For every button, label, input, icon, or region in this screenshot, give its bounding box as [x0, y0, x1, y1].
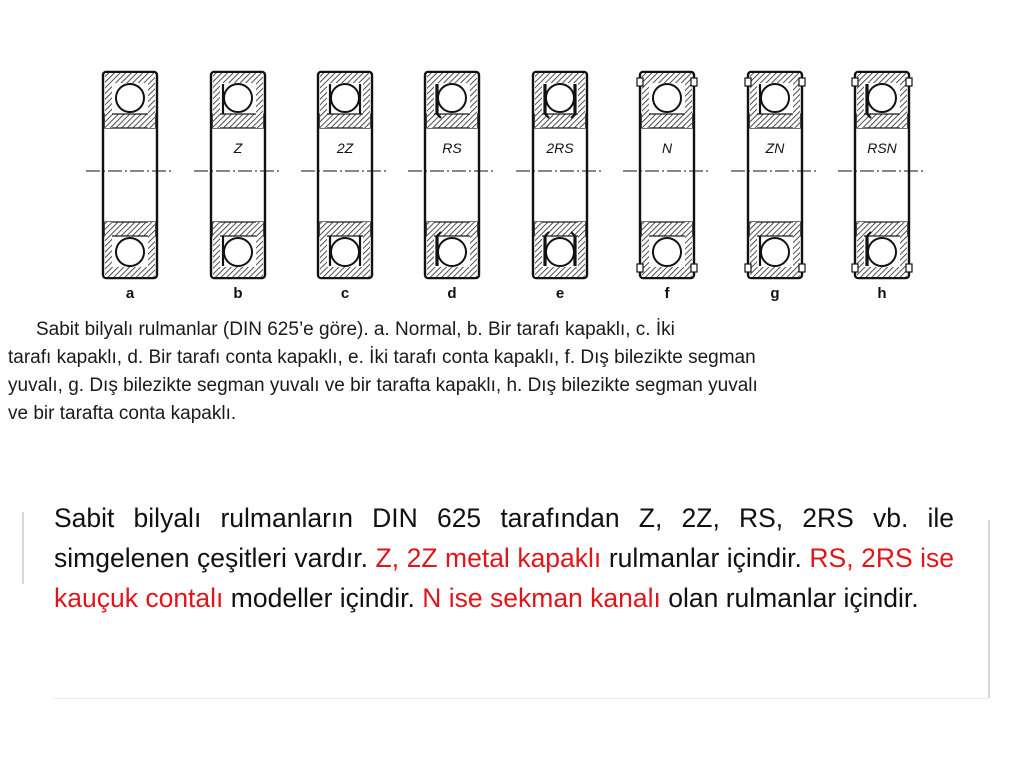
- bearing-label-a: a: [125, 285, 135, 302]
- bearing-code-g: ZN: [765, 140, 785, 156]
- bearings-diagram: [0, 0, 1024, 310]
- caption-line-3: yuvalı, g. Dış bilezikte segman yuvalı ve bir tarafta kapaklı, h. Dış bilezikte segman yuvalı: [8, 375, 758, 396]
- bearing-a: [86, 72, 174, 302]
- info-text-part7: olan rulmanlar içindir.: [668, 583, 919, 613]
- frame-right-line: [988, 520, 990, 698]
- caption-line-4: ve bir tarafta conta kapaklı.: [8, 403, 237, 424]
- info-text-part2: Z, 2Z metal kapaklı: [375, 543, 602, 573]
- bearing-label-g: g: [770, 285, 780, 302]
- bearing-f: [623, 72, 711, 302]
- info-text-part3: rulmanlar içindir.: [608, 543, 802, 573]
- caption-line-2: tarafı kapaklı, d. Bir tarafı conta kapaklı, e. İki tarafı conta kapaklı, f. Dış bilezikte segman: [8, 347, 756, 368]
- bearing-g: [731, 72, 819, 302]
- frame-left-line: [22, 512, 24, 584]
- info-text-part6: N ise sekman kanalı: [422, 583, 661, 613]
- bearing-e: [516, 72, 604, 302]
- bearing-label-f: f: [664, 285, 670, 302]
- bearing-code-h: RSN: [867, 140, 897, 156]
- bearing-b: [194, 72, 282, 302]
- info-text-part1: Sabit bilyalı rulmanların DIN 625 tarafından Z, 2Z, RS, 2RS vb. ile simgelenen çeşitleri vardır.: [54, 503, 954, 573]
- bearing-label-h: h: [877, 285, 887, 302]
- bearing-d: [408, 72, 496, 302]
- bearing-h: [838, 72, 926, 302]
- frame-bottom-line: [54, 698, 989, 699]
- bearing-code-e: 2RS: [546, 140, 574, 156]
- caption-line-1: Sabit bilyalı rulmanlar (DIN 625’e göre). a. Normal, b. Bir tarafı kapaklı, c. İki: [36, 319, 675, 340]
- bearing-code-b: Z: [233, 140, 243, 156]
- info-text-part4: RS, 2RS ise kauçuk contalı: [54, 543, 955, 613]
- bearing-label-c: c: [340, 285, 350, 302]
- bearing-c: [301, 72, 389, 302]
- info-text-part5: modeller içindir.: [230, 583, 415, 613]
- bearing-code-f: N: [661, 140, 673, 156]
- figure-caption: [8, 316, 1008, 428]
- bearing-label-e: e: [555, 285, 565, 302]
- bearing-label-b: b: [233, 285, 243, 302]
- bearing-label-d: d: [447, 285, 457, 302]
- bearing-code-d: RS: [442, 140, 462, 156]
- info-textbox: [54, 498, 954, 618]
- bearing-code-c: 2Z: [336, 140, 354, 156]
